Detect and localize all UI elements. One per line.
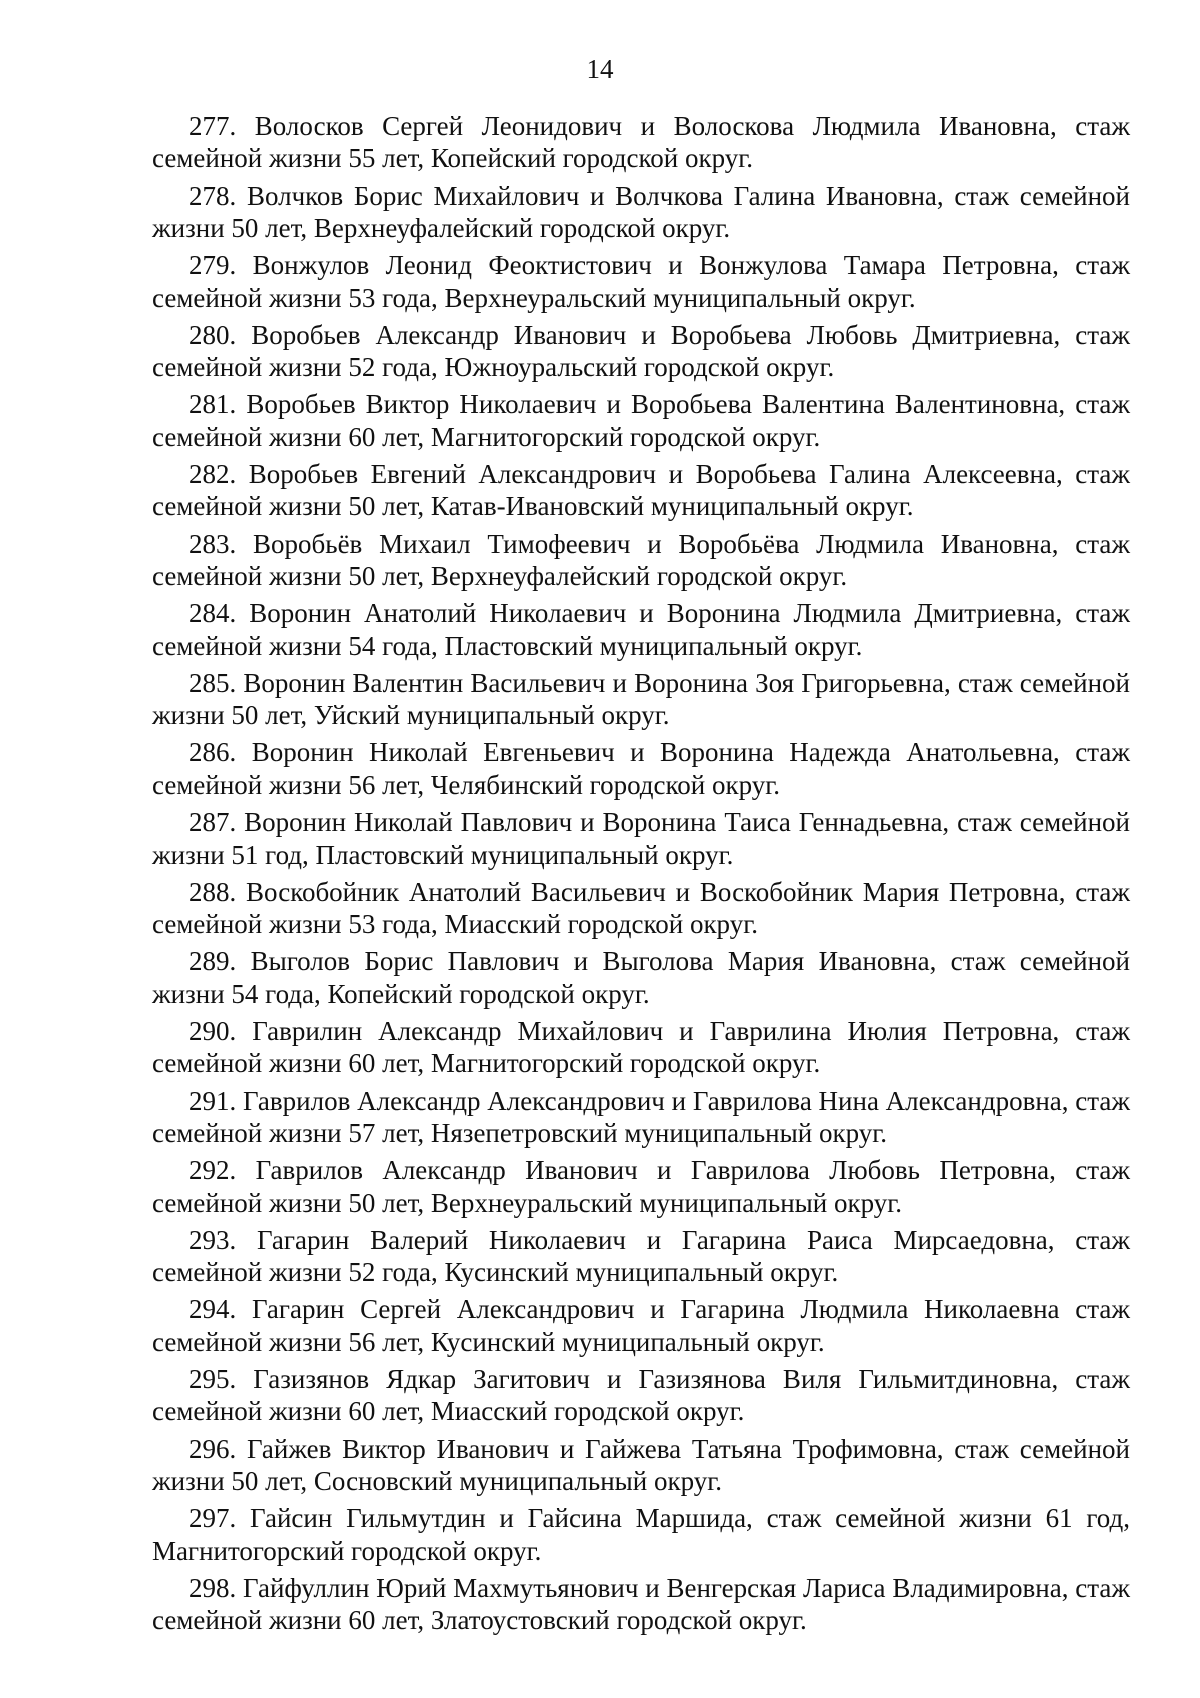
list-item: 278. Волчков Борис Михайлович и Волчкова Галина Ивановна, стаж семейной жизни 50 лет, Верхнеуфалейский городской округ. [152,180,1130,244]
list-item: 280. Воробьев Александр Иванович и Воробьева Любовь Дмитриевна, стаж семейной жизни 52 года, Южноуральский городской округ. [152,319,1130,383]
list-item: 284. Воронин Анатолий Николаевич и Воронина Людмила Дмитриевна, стаж семейной жизни 54 года, Пластовский муниципальный округ. [152,598,1130,661]
list-item: 282. Воробьев Евгений Александрович и Воробьева Галина Алексеевна, стаж семейной жизни 50 лет, Катав-Ивановский муниципальный округ. [152,459,1130,522]
page-number: 14 [586,54,614,84]
list-item: 279. Вонжулов Леонид Феоктистович и Вонжулова Тамара Петровна, стаж семейной жизни 53 года, Верхнеуральский муниципальный округ. [152,250,1130,313]
list-item: 286. Воронин Николай Евгеньевич и Воронина Надежда Анатольевна, стаж семейной жизни 56 лет, Челябинский городской округ. [152,737,1130,800]
list-item: 295. Газизянов Ядкар Загитович и Газизянова Виля Гильмитдиновна, стаж семейной жизни 60 лет, Миасский городской округ. [152,1363,1130,1427]
list-item: 298. Гайфуллин Юрий Махмутьянович и Венгерская Лариса Владимировна, стаж семейной жизни 60 лет, Златоустовский городской округ. [152,1572,1130,1636]
list-item: 287. Воронин Николай Павлович и Воронина Таиса Геннадьевна, стаж семейной жизни 51 год, Пластовский муниципальный округ. [152,807,1130,870]
list-item: 294. Гагарин Сергей Александрович и Гагарина Людмила Николаевна стаж семейной жизни 56 лет, Кусинский муниципальный округ. [152,1294,1130,1357]
list-item: 281. Воробьев Виктор Николаевич и Воробьева Валентина Валентиновна, стаж семейной жизни 60 лет, Магнитогорский городской округ. [152,389,1130,452]
list-item: 288. Воскобойник Анатолий Васильевич и Воскобойник Мария Петровна, стаж семейной жизни 53 года, Миасский городской округ. [152,876,1130,940]
list-item: 289. Выголов Борис Павлович и Выголова Мария Ивановна, стаж семейной жизни 54 года, Копейский городской округ. [152,946,1130,1009]
list-item: 296. Гайжев Виктор Иванович и Гайжева Татьяна Трофимовна, стаж семейной жизни 50 лет, Сосновский муниципальный округ. [152,1433,1130,1496]
list-item: 291. Гаврилов Александр Александрович и Гаврилова Нина Александровна, стаж семейной жизни 57 лет, Нязепетровский муниципальный округ. [152,1085,1131,1148]
list-item: 283. Воробьёв Михаил Тимофеевич и Воробьёва Людмила Ивановна, стаж семейной жизни 50 лет, Верхнеуфалейский городской округ. [152,528,1130,592]
list-item: 297. Гайсин Гильмутдин и Гайсина Маршида, стаж семейной жизни 61 год, Магнитогорский городской округ. [152,1503,1130,1566]
list-item: 285. Воронин Валентин Васильевич и Воронина Зоя Григорьевна, стаж семейной жизни 50 лет, Уйский муниципальный округ. [152,667,1130,731]
list-item: 277. Волосков Сергей Леонидович и Волоскова Людмила Ивановна, стаж семейной жизни 55 лет, Копейский городской округ. [152,111,1130,174]
entries-list [152,110,1130,1641]
list-item: 292. Гаврилов Александр Иванович и Гаврилова Любовь Петровна, стаж семейной жизни 50 лет, Верхнеуральский муниципальный округ. [152,1155,1130,1218]
list-item: 293. Гагарин Валерий Николаевич и Гагарина Раиса Мирсаедовна, стаж семейной жизни 52 года, Кусинский муниципальный округ. [152,1224,1130,1288]
list-item: 290. Гаврилин Александр Михайлович и Гаврилина Июлия Петровна, стаж семейной жизни 60 лет, Магнитогорский городской округ. [152,1015,1130,1079]
